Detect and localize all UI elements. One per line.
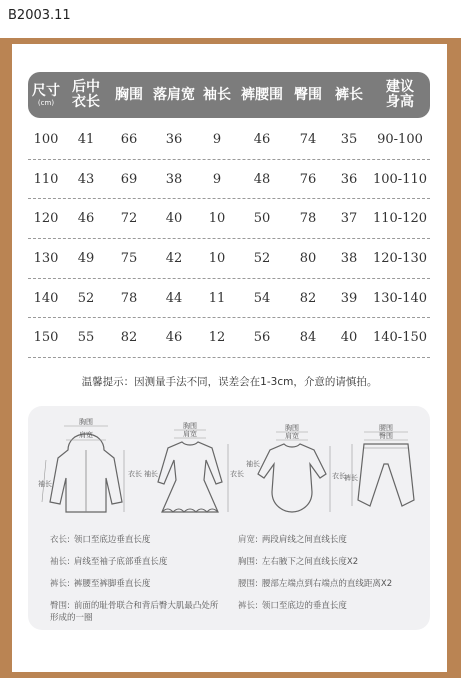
header-cell [150,88,198,103]
description-text: 两段肩线之间直线长度 [261,535,347,545]
product-code: B2003.11 [8,8,71,23]
description-key: 裤长: [238,601,258,611]
header-cell [288,88,328,103]
table-cell: 48 [253,171,271,187]
table-cell: 140 [33,290,59,306]
jacket-sleeve-label: 袖长 [38,480,52,488]
table-cell: 90-100 [377,131,423,147]
romper-chest-label: 胸围 [285,424,299,432]
table-cell: 130-140 [372,290,428,306]
header-label: 胸围 [115,86,143,103]
table-cell: 9 [212,131,222,147]
measurement-description [50,556,230,568]
table-cell: 10 [208,211,226,227]
description-key: 衣长: [50,535,70,545]
description-key: 臀围: [50,601,70,611]
table-cell: 36 [340,171,358,187]
table-row [28,160,430,200]
size-table-header [28,72,430,118]
description-key: 胸围: [238,557,258,567]
header-label: 裤腰围 [241,86,283,103]
table-cell: 66 [120,131,138,147]
table-cell: 50 [253,211,271,227]
jacket-chest-label: 胸围 [79,418,93,426]
header-cell [28,84,64,107]
dress-sleeve-label: 袖长 [144,470,158,478]
pants-length-label: 裤长 [344,474,358,482]
header-cell [328,88,370,103]
romper-shoulder-label: 肩宽 [285,432,299,440]
header-label: 尺寸 [32,82,60,99]
table-cell: 9 [212,171,222,187]
jacket-shoulder-label: 肩宽 [79,431,93,439]
measurement-description [238,556,418,568]
pants-hip-label: 臀围 [379,432,393,440]
pants-waist-label: 腰围 [379,424,393,432]
measurement-guide-panel [28,406,430,630]
description-key: 裤长: [50,579,70,589]
jacket-length-label: 衣长 [128,470,142,478]
header-cell [236,88,288,103]
table-cell: 11 [208,290,226,306]
dress-diagram [140,416,244,526]
table-cell: 69 [120,171,138,187]
table-cell: 10 [208,250,226,266]
header-cell [108,88,150,103]
table-cell: 100-110 [372,171,428,187]
table-cell: 56 [253,330,271,346]
table-row [28,318,430,358]
table-row [28,120,430,160]
table-cell: 36 [165,131,183,147]
table-cell: 140-150 [372,330,428,346]
table-cell: 42 [165,250,183,266]
table-cell: 40 [165,211,183,227]
top-bar [0,0,461,38]
measurement-description [238,534,418,546]
pants-outline [358,444,414,506]
measurement-description [238,600,418,612]
table-row [28,239,430,279]
description-text: 肩线至袖子底部垂直长度 [73,557,168,567]
table-cell: 100 [33,131,59,147]
table-row [28,199,430,239]
table-row [28,279,430,319]
table-cell: 78 [299,211,317,227]
table-cell: 74 [299,131,317,147]
table-cell: 38 [340,250,358,266]
table-cell: 40 [340,330,358,346]
table-cell: 12 [208,330,226,346]
description-key: 肩宽: [238,535,258,545]
measurement-description [50,534,230,546]
description-text: 领口至底边的垂直长度 [261,601,347,611]
table-cell: 46 [253,131,271,147]
romper-diagram [242,416,346,526]
table-cell: 52 [253,250,271,266]
table-cell: 35 [340,131,358,147]
header-label: 后中 衣长 [72,79,100,110]
table-cell: 76 [299,171,317,187]
dress-chest-label: 胸围 [183,422,197,430]
description-key: 袖长: [50,557,70,567]
measurement-description [50,600,220,624]
table-cell: 44 [165,290,183,306]
header-cell [64,80,108,110]
pants-diagram [344,416,428,526]
table-cell: 37 [340,211,358,227]
description-key: 腰围: [238,579,258,589]
table-cell: 46 [77,211,95,227]
table-cell: 43 [77,171,95,187]
table-cell: 120 [33,211,59,227]
size-chart-sheet [12,44,447,672]
measurement-description [50,578,230,590]
header-label: 臀围 [294,86,322,103]
table-cell: 82 [299,290,317,306]
table-cell: 130 [33,250,59,266]
table-cell: 80 [299,250,317,266]
dress-outline [158,442,222,512]
dress-length-label: 衣长 [230,470,244,478]
dress-shoulder-label: 肩宽 [183,430,197,438]
header-label: 落肩宽 [153,86,195,103]
table-cell: 78 [120,290,138,306]
description-text: 裤腰至裤脚垂直长度 [73,579,151,589]
description-text: 领口至底边垂直长度 [73,535,151,545]
header-label: 建议 身高 [386,79,414,110]
header-label: 袖长 [203,86,231,103]
table-cell: 49 [77,250,95,266]
measurement-description [238,578,418,590]
table-cell: 110-120 [372,211,428,227]
table-cell: 41 [77,131,95,147]
romper-length-label: 衣长 [332,472,346,480]
table-cell: 150 [33,330,59,346]
header-cell [370,80,430,110]
header-unit: (cm) [37,98,55,107]
table-cell: 110 [33,171,59,187]
table-cell: 120-130 [372,250,428,266]
jacket-diagram [36,416,142,526]
header-cell [198,88,236,103]
table-cell: 75 [120,250,138,266]
table-cell: 72 [120,211,138,227]
table-cell: 52 [77,290,95,306]
header-label: 裤长 [335,86,363,103]
table-cell: 39 [340,290,358,306]
description-text: 腰部左端点到右端点的直线距离X2 [261,579,393,589]
measurement-note: 温馨提示：因测量手法不同，误差会在1-3cm，介意的请慎拍。 [81,376,378,388]
table-cell: 46 [165,330,183,346]
table-cell: 54 [253,290,271,306]
table-cell: 82 [120,330,138,346]
table-cell: 55 [77,330,95,346]
romper-outline [258,444,326,512]
description-text: 左右腋下之间直线长度X2 [261,557,359,567]
table-cell: 38 [165,171,183,187]
description-text: 前面的耻骨联合和背后臀大肌最凸处所形成的一圈 [50,601,219,623]
size-table-body [28,120,430,358]
table-cell: 84 [299,330,317,346]
romper-sleeve-label: 袖长 [246,460,260,468]
